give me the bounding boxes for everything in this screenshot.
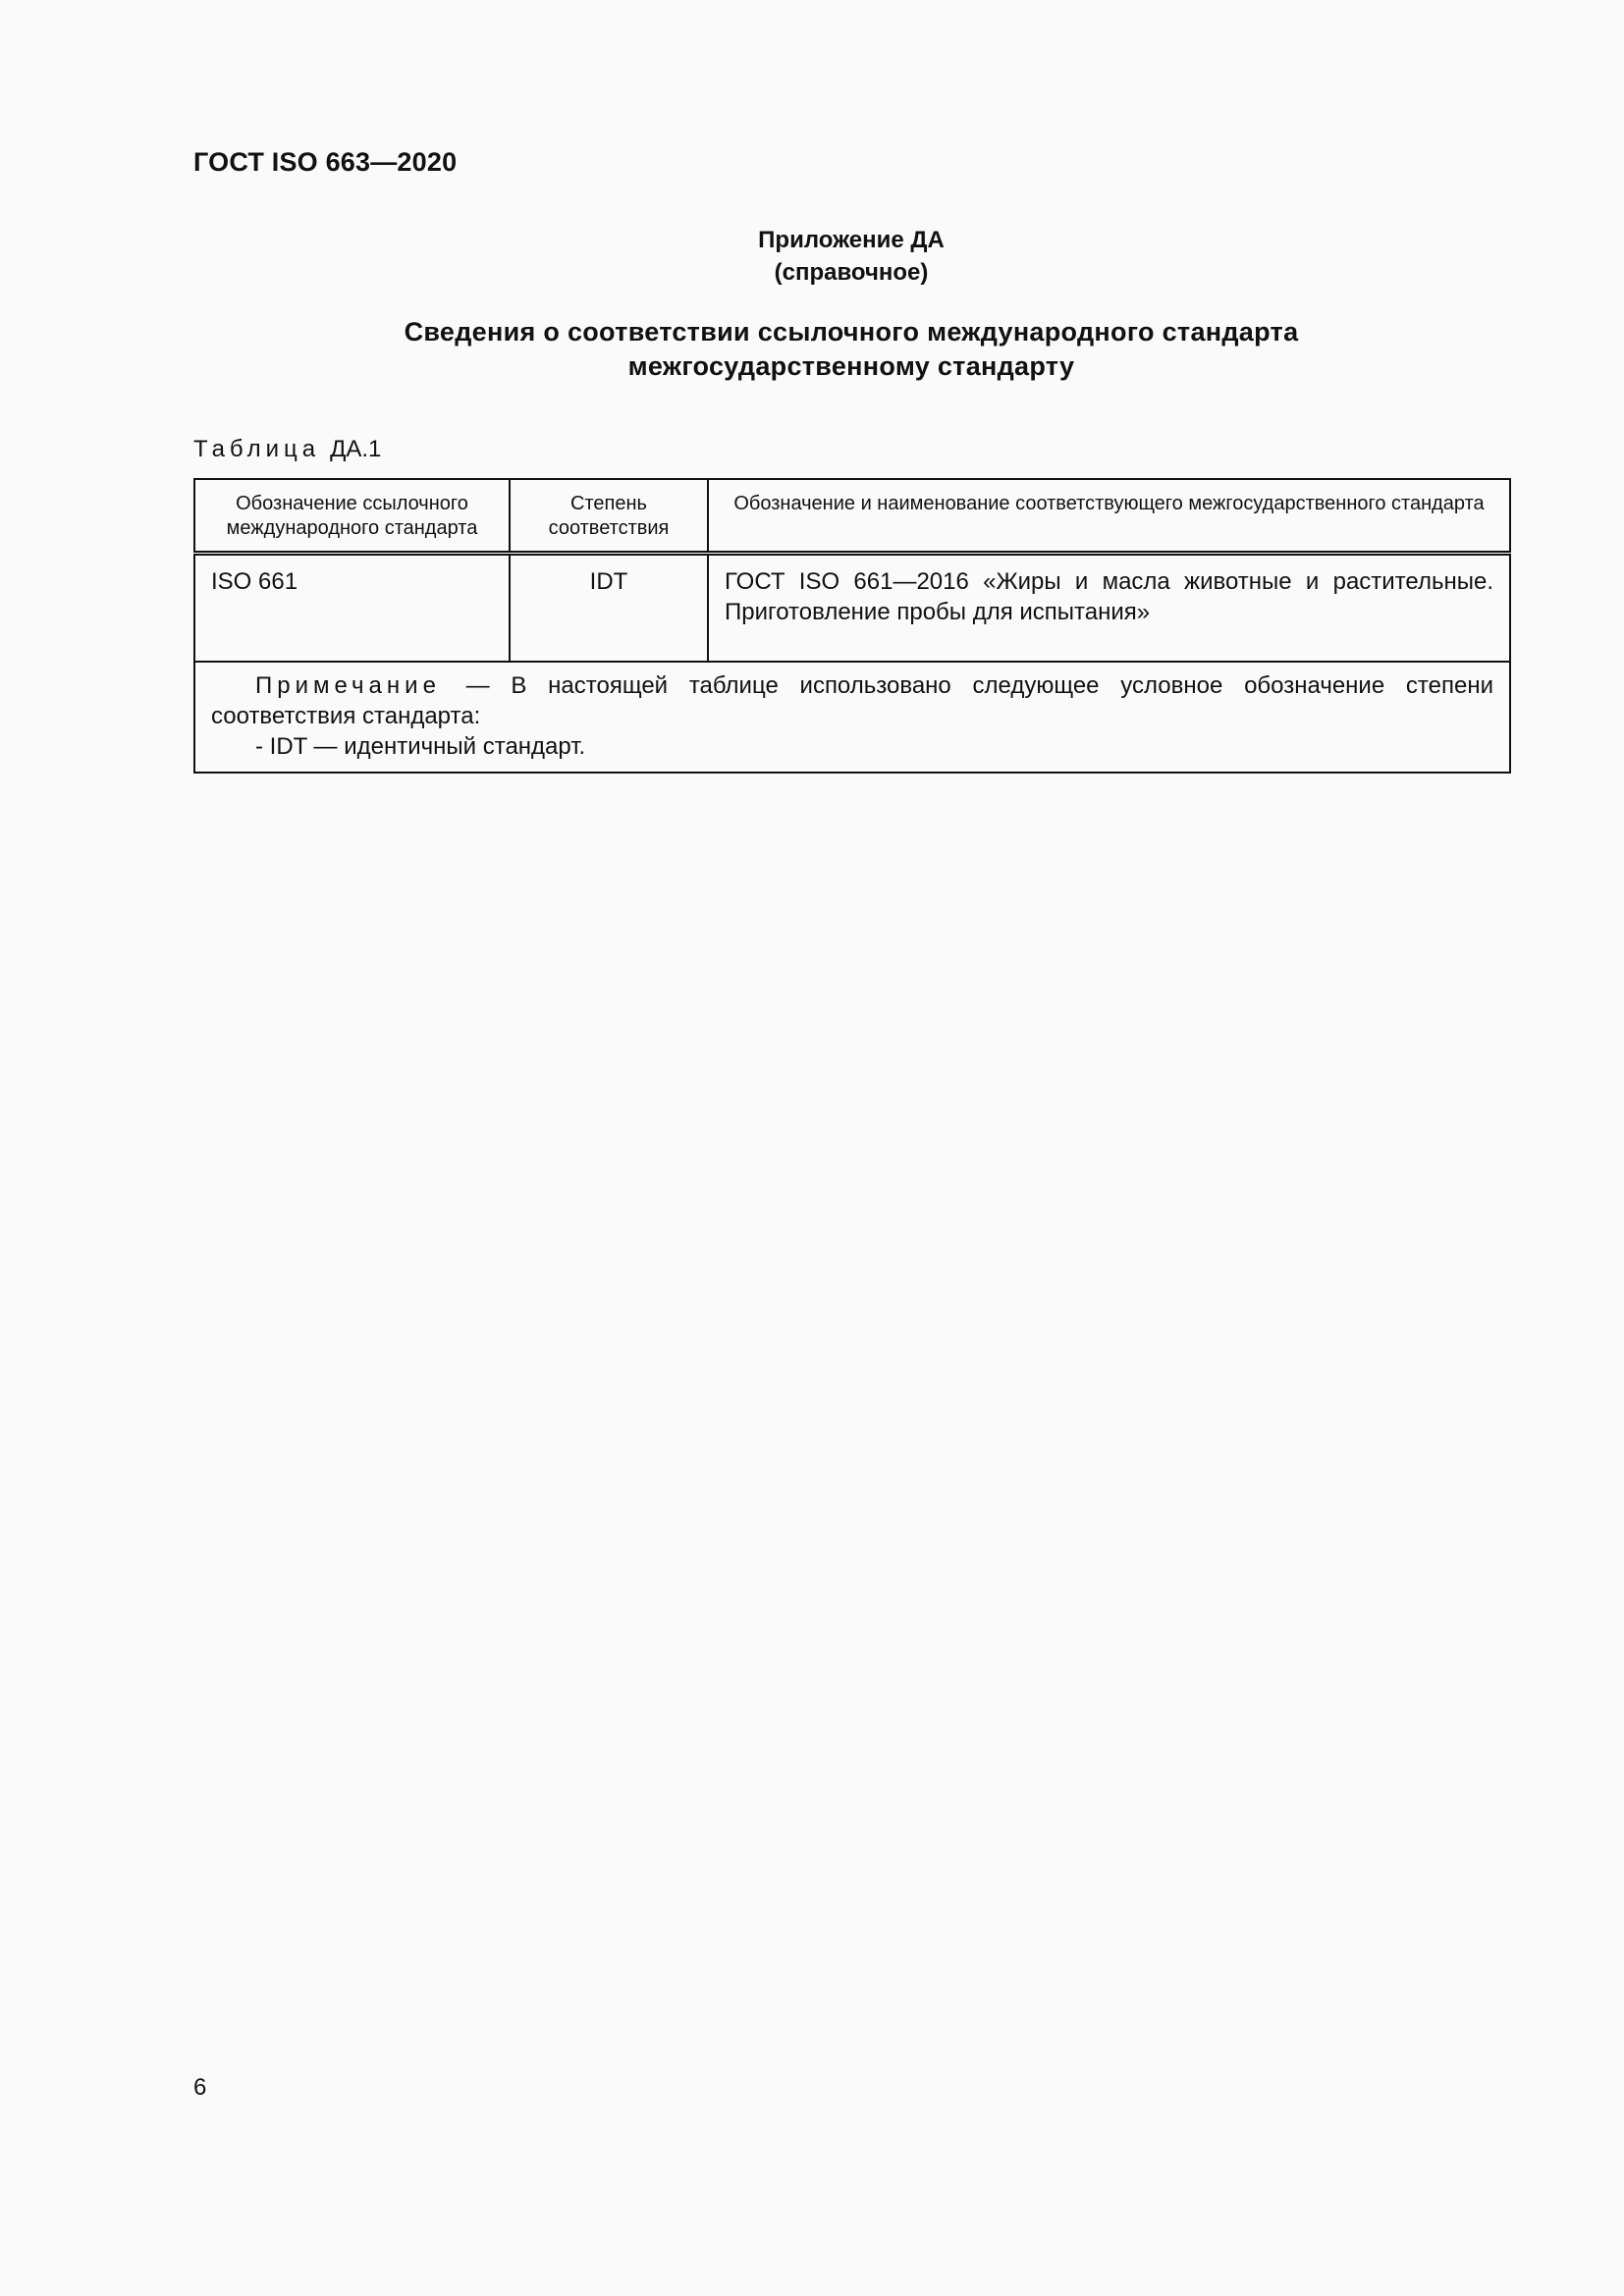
table-header-row: [194, 479, 1510, 554]
note-paragraph: [211, 670, 1493, 731]
column-header-degree: Степень соответствия: [510, 479, 708, 554]
section-title-line-1: Сведения о соответствии ссылочного международного стандарта: [404, 317, 1299, 347]
table-caption-word: Таблица: [193, 436, 321, 462]
document-code: ГОСТ ISO 663—2020: [193, 147, 458, 177]
note-label: Примечание: [255, 672, 441, 699]
table-row: [194, 554, 1510, 663]
page-number: 6: [193, 2074, 207, 2101]
note-item: - IDT — идентичный стандарт.: [255, 733, 586, 760]
table-note: [194, 662, 1510, 773]
appendix-subtitle: (справочное): [774, 259, 929, 286]
appendix-heading: [0, 224, 1624, 289]
section-title-line-2: межгосударственному стандарту: [627, 351, 1075, 381]
table-caption: [193, 436, 381, 463]
table-note-row: [194, 662, 1510, 773]
cell-degree: IDT: [510, 554, 708, 663]
correspondence-table: [193, 478, 1511, 774]
cell-interstate: ГОСТ ISO 661—2016 «Жиры и масла животные и растительные. Приготовление пробы для испытания»: [708, 554, 1510, 663]
column-header-interstate: Обозначение и наименование соответствующего межгосударственного стандарта: [708, 479, 1510, 554]
table-caption-number: ДА.1: [330, 436, 382, 462]
column-header-reference: Обозначение ссылочного международного стандарта: [194, 479, 510, 554]
appendix-title: Приложение ДА: [758, 227, 945, 253]
cell-reference: ISO 661: [194, 554, 510, 663]
note-text: — В настоящей таблице использовано следующее условное обозначение степени соответствия стандарта:: [211, 672, 1493, 729]
section-title: [0, 315, 1624, 384]
